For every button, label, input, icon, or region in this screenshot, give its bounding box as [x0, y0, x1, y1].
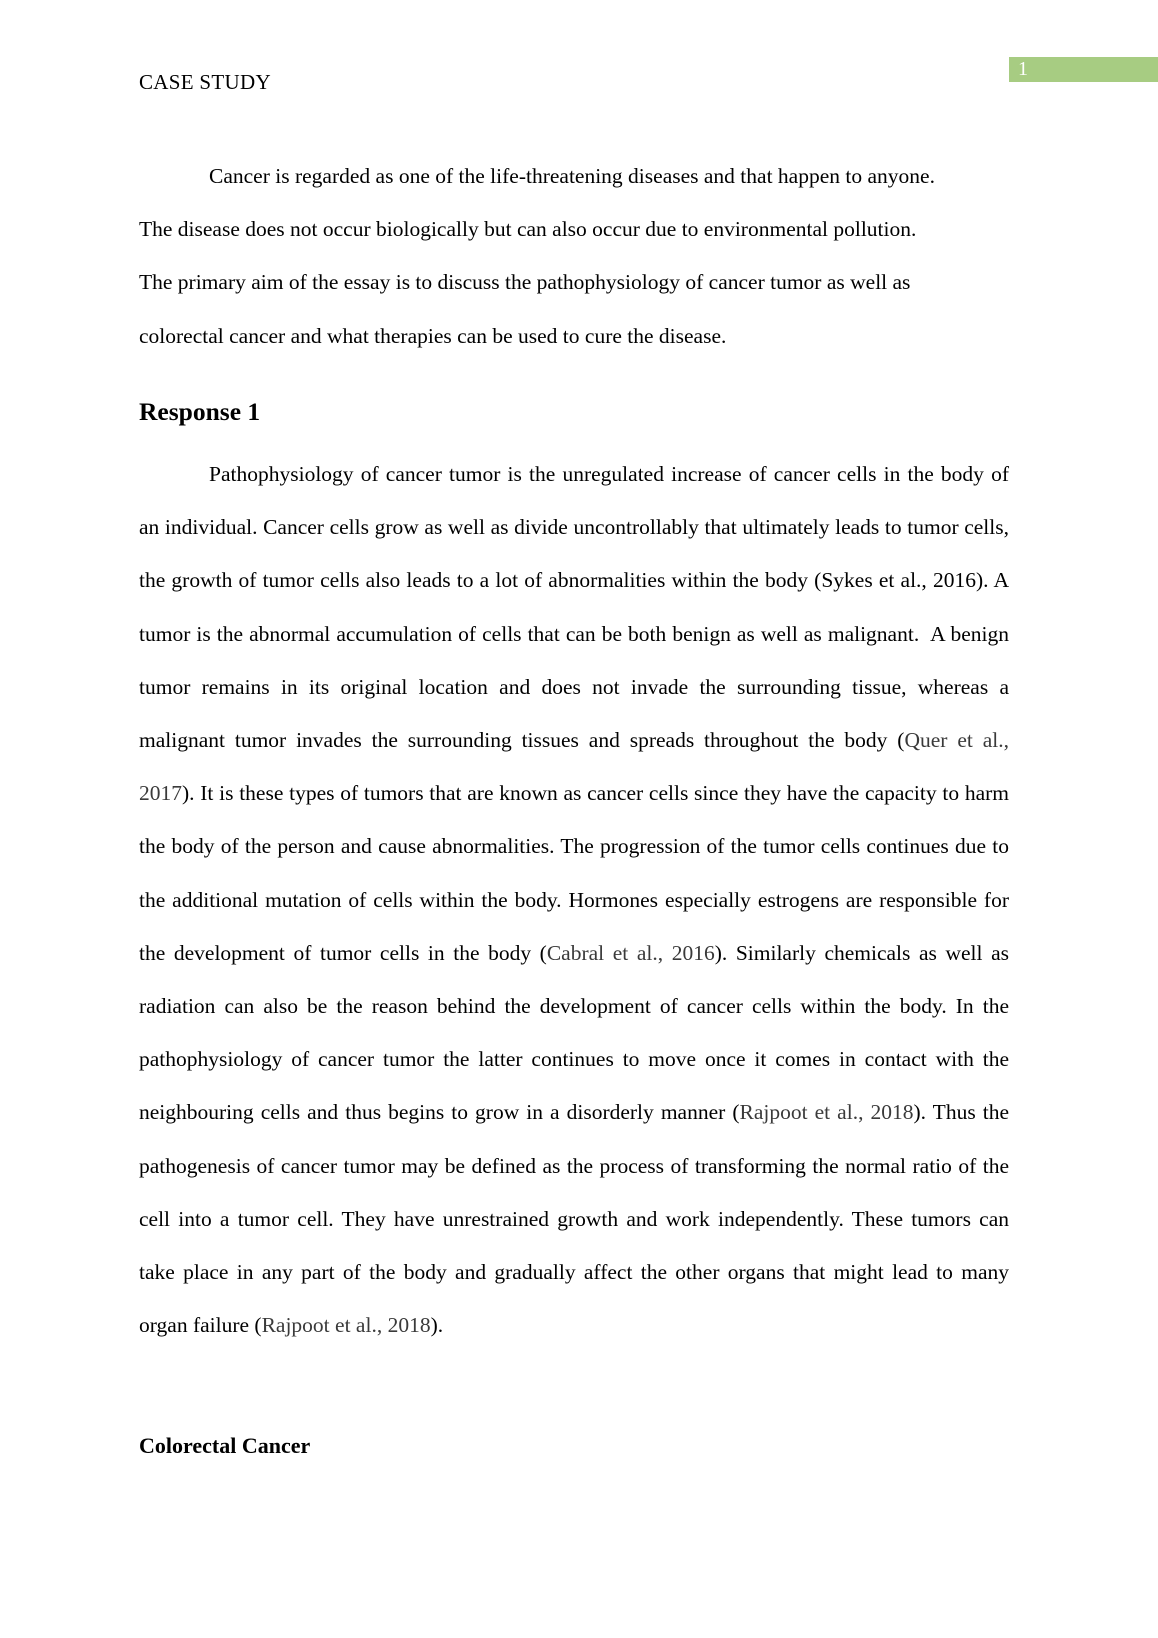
citation: Rajpoot et al., 2018	[261, 1313, 431, 1338]
intro-line: Cancer is regarded as one of the life-threatening diseases and that happen to anyone.	[209, 164, 935, 188]
intro-line: colorectal cancer and what therapies can be used to cure the disease.	[139, 323, 727, 348]
intro-line: The disease does not occur biologically but can also occur due to environmental pollution.	[139, 217, 917, 242]
paragraph-text: Pathophysiology of cancer tumor is the unregulated increase of cancer cells in the body of an individual. Cancer cells grow as well as divide uncontrollably that ultimately leads to tumor cells, the growth of tumor cells also leads to a lot of abnormalities within the body (Sykes et al., 2016). A tumor is the abnormal accumulation of cells that can be both benign as well as malignant. A benign tumor remains in its original location and does not invade the surrounding tissue, whereas a malignant tumor invades the surrounding tissues and spreads throughout the body (	[139, 462, 1009, 753]
citation: Rajpoot et al., 2018	[739, 1100, 914, 1125]
response-1-paragraph	[139, 448, 1009, 1352]
running-head: CASE STUDY	[139, 70, 271, 94]
intro-line: The primary aim of the essay is to discuss the pathophysiology of cancer tumor as well as	[139, 270, 911, 295]
paragraph-text: ). It is these types of tumors that are known as cancer cells since they have the capacity to harm the body of the person and cause abnormalities. The progression of the tumor cells continues due to the additional mutation of cells within the body. Hormones especially estrogens are responsible for the development of tumor cells in the body (	[139, 781, 1009, 965]
paragraph-text: ). Similarly chemicals as well as radiation can also be the reason behind the development of cancer cells within the body. In the pathophysiology of cancer tumor the latter continues to move once it comes in contact with the neighbouring cells and thus begins to grow in a disorderly manner (	[139, 940, 1009, 1125]
paragraph-text: ). Thus the pathogenesis of cancer tumor may be defined as the process of transforming the normal ratio of the cell into a tumor cell. They have unrestrained growth and work independently. These tumors can take place in any part of the body and gradually affect the other organs that might lead to many organ failure (	[139, 1100, 1009, 1338]
colorectal-cancer-heading: Colorectal Cancer	[139, 1433, 311, 1458]
page-number: 1	[1018, 58, 1028, 80]
response-1-heading: Response 1	[139, 397, 261, 426]
paragraph-text: ).	[430, 1313, 444, 1338]
citation: Cabral et al., 2016	[546, 940, 715, 965]
page-number-bar	[1009, 57, 1158, 82]
intro-paragraph	[139, 150, 1009, 363]
citation: Quer et al., 2017	[139, 728, 1009, 806]
